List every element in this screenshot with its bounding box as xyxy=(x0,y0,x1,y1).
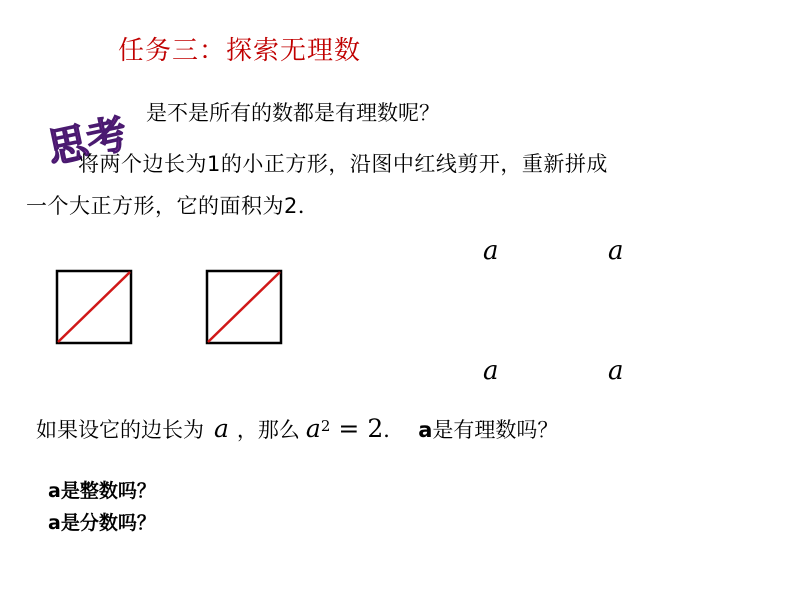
paragraph-line-1: 将两个边长为1的小正方形，沿图中红线剪开，重新拼成 xyxy=(78,152,608,176)
equation-equals: = xyxy=(338,414,360,443)
label-a-top-left: a xyxy=(483,236,499,266)
label-a-top-right: a xyxy=(608,236,624,266)
cut-line-2 xyxy=(208,272,280,342)
cut-line-1 xyxy=(58,272,130,342)
equation-exponent: 2 xyxy=(320,417,331,435)
page-title: 任务三：探索无理数 xyxy=(118,36,362,66)
equation-prefix: 如果设它的边长为 xyxy=(36,418,204,442)
question-integer: a是整数吗？ xyxy=(48,480,156,502)
label-a-bottom-right: a xyxy=(608,356,624,386)
think-wordart-text: 思考 xyxy=(43,110,132,173)
label-a-bottom-left: a xyxy=(483,356,499,386)
equation-middle: ，那么 xyxy=(236,418,300,442)
equation-var: a xyxy=(214,414,229,443)
equation-line xyxy=(36,414,558,444)
question-rational: 是不是所有的数都是有理数呢？ xyxy=(146,101,440,125)
paragraph-line-2: 一个大正方形，它的面积为2． xyxy=(26,194,320,218)
question-fraction: a是分数吗？ xyxy=(48,512,156,534)
equation-suffix-var: a xyxy=(418,418,433,442)
equation-period: ． xyxy=(383,418,405,442)
small-square-1 xyxy=(54,268,134,346)
small-square-2 xyxy=(204,268,284,346)
equation-suffix-text: 是有理数吗？ xyxy=(432,418,559,442)
equation-base: a xyxy=(305,414,321,443)
equation-value: 2 xyxy=(367,414,384,443)
